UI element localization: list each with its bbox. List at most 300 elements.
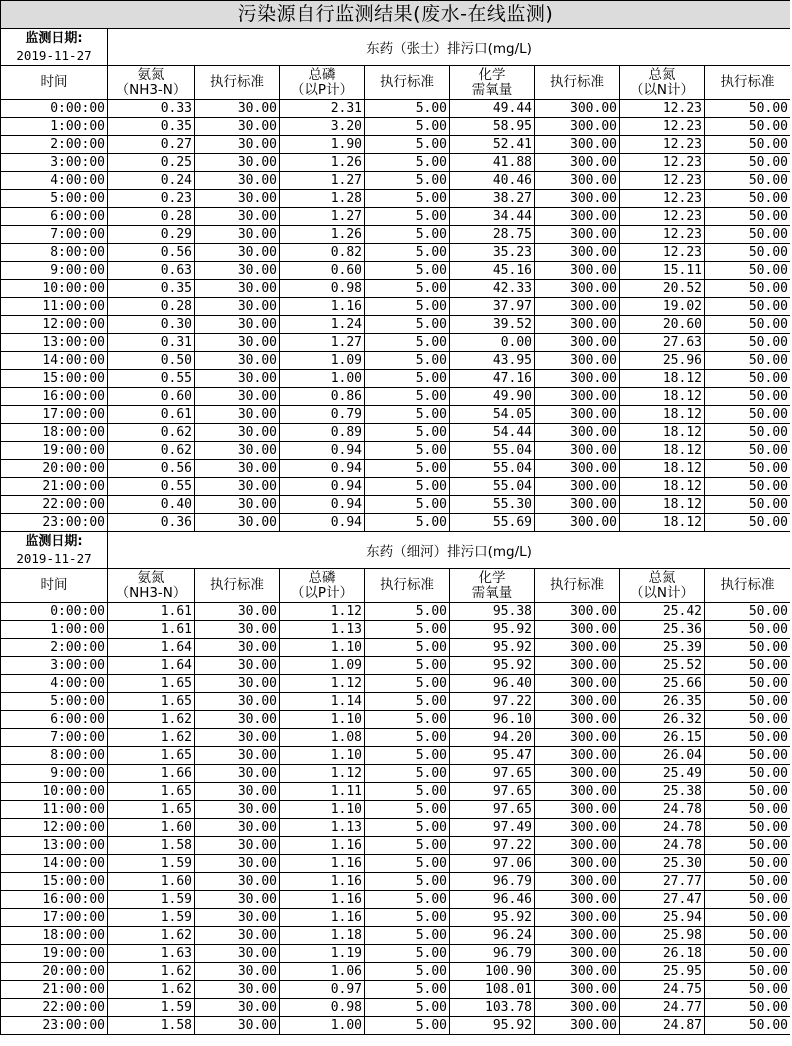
header-line: 时间	[40, 577, 68, 593]
date-value: 2019-11-27	[16, 48, 92, 63]
cell-ammonia-nitrogen: 1.58	[108, 837, 195, 855]
cell-ammonia-standard: 30.00	[195, 729, 280, 747]
table-row	[1, 244, 791, 262]
cell-cod: 41.88	[450, 154, 535, 172]
header-line: 执行标准	[380, 74, 434, 90]
header-time	[1, 66, 108, 100]
cell-total-phosphorus: 1.10	[280, 801, 365, 819]
cell-total-phosphorus: 1.18	[280, 927, 365, 945]
cell-nitrogen-standard: 50.00	[705, 460, 791, 478]
cell-time: 6:00:00	[1, 208, 108, 226]
cell-phosphorus-standard: 5.00	[365, 154, 450, 172]
table-row	[1, 370, 791, 388]
cell-total-phosphorus: 1.08	[280, 729, 365, 747]
cell-total-phosphorus: 0.98	[280, 280, 365, 298]
cell-total-phosphorus: 0.97	[280, 981, 365, 999]
cell-total-nitrogen: 24.78	[620, 801, 705, 819]
cell-nitrogen-standard: 50.00	[705, 801, 791, 819]
cell-cod: 95.92	[450, 1017, 535, 1035]
cell-time: 17:00:00	[1, 909, 108, 927]
cell-ammonia-nitrogen: 1.59	[108, 909, 195, 927]
column-header-row	[1, 569, 791, 603]
cell-total-nitrogen: 12.23	[620, 190, 705, 208]
cell-ammonia-nitrogen: 0.61	[108, 406, 195, 424]
cell-cod-standard: 300.00	[535, 873, 620, 891]
cell-cod-standard: 300.00	[535, 244, 620, 262]
cell-ammonia-standard: 30.00	[195, 352, 280, 370]
cell-ammonia-nitrogen: 1.61	[108, 603, 195, 621]
cell-cod-standard: 300.00	[535, 496, 620, 514]
cell-nitrogen-standard: 50.00	[705, 657, 791, 675]
cell-ammonia-standard: 30.00	[195, 172, 280, 190]
cell-cod-standard: 300.00	[535, 226, 620, 244]
cell-ammonia-standard: 30.00	[195, 1017, 280, 1035]
cell-nitrogen-standard: 50.00	[705, 298, 791, 316]
cell-time: 1:00:00	[1, 118, 108, 136]
cell-total-nitrogen: 25.95	[620, 963, 705, 981]
cell-total-nitrogen: 26.18	[620, 945, 705, 963]
cell-cod-standard: 300.00	[535, 783, 620, 801]
cell-ammonia-nitrogen: 0.55	[108, 370, 195, 388]
cell-total-phosphorus: 1.26	[280, 154, 365, 172]
cell-phosphorus-standard: 5.00	[365, 963, 450, 981]
cell-total-nitrogen: 25.39	[620, 639, 705, 657]
cell-ammonia-standard: 30.00	[195, 801, 280, 819]
cell-ammonia-standard: 30.00	[195, 316, 280, 334]
cell-total-nitrogen: 18.12	[620, 442, 705, 460]
cell-ammonia-standard: 30.00	[195, 945, 280, 963]
header-line: 需氧量	[471, 584, 513, 601]
cell-cod-standard: 300.00	[535, 837, 620, 855]
cell-nitrogen-standard: 50.00	[705, 963, 791, 981]
cell-total-nitrogen: 18.12	[620, 424, 705, 442]
cell-time: 23:00:00	[1, 514, 108, 532]
cell-total-nitrogen: 25.52	[620, 657, 705, 675]
header-line: 执行标准	[720, 577, 775, 593]
cell-nitrogen-standard: 50.00	[705, 621, 791, 639]
cell-cod-standard: 300.00	[535, 963, 620, 981]
cell-time: 21:00:00	[1, 981, 108, 999]
cell-phosphorus-standard: 5.00	[365, 298, 450, 316]
cell-cod-standard: 300.00	[535, 100, 620, 118]
cell-cod: 95.92	[450, 909, 535, 927]
cell-total-phosphorus: 1.90	[280, 136, 365, 154]
cell-total-phosphorus: 0.94	[280, 478, 365, 496]
cell-ammonia-standard: 30.00	[195, 370, 280, 388]
cell-ammonia-nitrogen: 0.24	[108, 172, 195, 190]
cell-ammonia-standard: 30.00	[195, 388, 280, 406]
table-row	[1, 801, 791, 819]
table-row	[1, 262, 791, 280]
cell-ammonia-standard: 30.00	[195, 711, 280, 729]
cell-nitrogen-standard: 50.00	[705, 1017, 791, 1035]
cell-total-phosphorus: 1.27	[280, 208, 365, 226]
cell-nitrogen-standard: 50.00	[705, 352, 791, 370]
cell-ammonia-standard: 30.00	[195, 873, 280, 891]
cell-cod: 100.90	[450, 963, 535, 981]
cell-nitrogen-standard: 50.00	[705, 244, 791, 262]
cell-ammonia-nitrogen: 1.59	[108, 891, 195, 909]
header-line: （NH3-N）	[115, 81, 187, 98]
cell-time: 15:00:00	[1, 370, 108, 388]
cell-total-nitrogen: 12.23	[620, 136, 705, 154]
cell-cod-standard: 300.00	[535, 729, 620, 747]
cell-phosphorus-standard: 5.00	[365, 909, 450, 927]
cell-ammonia-nitrogen: 0.56	[108, 244, 195, 262]
cell-nitrogen-standard: 50.00	[705, 478, 791, 496]
cell-cod-standard: 300.00	[535, 478, 620, 496]
cell-ammonia-standard: 30.00	[195, 837, 280, 855]
cell-ammonia-nitrogen: 1.62	[108, 963, 195, 981]
cell-nitrogen-standard: 50.00	[705, 765, 791, 783]
cell-ammonia-nitrogen: 0.35	[108, 118, 195, 136]
table-row	[1, 136, 791, 154]
table-row	[1, 837, 791, 855]
cell-time: 8:00:00	[1, 244, 108, 262]
cell-time: 0:00:00	[1, 603, 108, 621]
cell-total-nitrogen: 18.12	[620, 496, 705, 514]
cell-phosphorus-standard: 5.00	[365, 783, 450, 801]
cell-cod-standard: 300.00	[535, 945, 620, 963]
cell-cod-standard: 300.00	[535, 424, 620, 442]
cell-cod: 97.22	[450, 837, 535, 855]
header-line: 时间	[40, 74, 68, 90]
cell-cod-standard: 300.00	[535, 819, 620, 837]
cell-time: 11:00:00	[1, 801, 108, 819]
cell-ammonia-standard: 30.00	[195, 442, 280, 460]
column-header-row	[1, 66, 791, 100]
cell-time: 18:00:00	[1, 424, 108, 442]
cell-phosphorus-standard: 5.00	[365, 424, 450, 442]
cell-ammonia-nitrogen: 0.60	[108, 388, 195, 406]
cell-total-nitrogen: 24.87	[620, 1017, 705, 1035]
table-row	[1, 657, 791, 675]
header-ammonia-standard	[195, 66, 280, 100]
cell-total-phosphorus: 0.86	[280, 388, 365, 406]
cell-nitrogen-standard: 50.00	[705, 154, 791, 172]
cell-phosphorus-standard: 5.00	[365, 945, 450, 963]
header-line: 执行标准	[210, 577, 264, 593]
cell-total-phosphorus: 1.14	[280, 693, 365, 711]
cell-ammonia-standard: 30.00	[195, 226, 280, 244]
cell-total-phosphorus: 0.94	[280, 442, 365, 460]
cell-nitrogen-standard: 50.00	[705, 873, 791, 891]
cell-ammonia-nitrogen: 1.62	[108, 927, 195, 945]
cell-ammonia-nitrogen: 1.62	[108, 729, 195, 747]
table-row	[1, 190, 791, 208]
cell-cod-standard: 300.00	[535, 999, 620, 1017]
cell-time: 20:00:00	[1, 963, 108, 981]
cell-ammonia-standard: 30.00	[195, 298, 280, 316]
cell-total-phosphorus: 1.12	[280, 603, 365, 621]
monitoring-date	[1, 29, 108, 66]
cell-cod-standard: 300.00	[535, 280, 620, 298]
cell-phosphorus-standard: 5.00	[365, 388, 450, 406]
cell-total-phosphorus: 1.26	[280, 226, 365, 244]
header-time	[1, 569, 108, 603]
table-row	[1, 298, 791, 316]
cell-total-phosphorus: 1.19	[280, 945, 365, 963]
cell-phosphorus-standard: 5.00	[365, 478, 450, 496]
cell-cod: 97.06	[450, 855, 535, 873]
cell-total-nitrogen: 25.42	[620, 603, 705, 621]
cell-ammonia-nitrogen: 0.63	[108, 262, 195, 280]
header-ammonia-standard	[195, 569, 280, 603]
cell-cod: 96.79	[450, 873, 535, 891]
cell-ammonia-nitrogen: 0.25	[108, 154, 195, 172]
cell-ammonia-nitrogen: 0.30	[108, 316, 195, 334]
cell-total-phosphorus: 1.24	[280, 316, 365, 334]
table-row	[1, 621, 791, 639]
cell-time: 5:00:00	[1, 693, 108, 711]
table-row	[1, 118, 791, 136]
cell-ammonia-nitrogen: 0.35	[108, 280, 195, 298]
cell-nitrogen-standard: 50.00	[705, 280, 791, 298]
table-row	[1, 711, 791, 729]
cell-time: 9:00:00	[1, 765, 108, 783]
cell-time: 2:00:00	[1, 639, 108, 657]
table-row	[1, 729, 791, 747]
cell-time: 19:00:00	[1, 945, 108, 963]
header-line: 氨氮	[137, 66, 165, 83]
cell-time: 6:00:00	[1, 711, 108, 729]
cell-cod: 49.90	[450, 388, 535, 406]
cell-ammonia-nitrogen: 1.61	[108, 621, 195, 639]
cell-ammonia-nitrogen: 1.65	[108, 675, 195, 693]
header-line: 执行标准	[380, 577, 434, 593]
cell-ammonia-nitrogen: 1.60	[108, 819, 195, 837]
cell-phosphorus-standard: 5.00	[365, 280, 450, 298]
cell-total-nitrogen: 25.30	[620, 855, 705, 873]
cell-cod: 94.20	[450, 729, 535, 747]
cell-phosphorus-standard: 5.00	[365, 514, 450, 532]
header-line: 执行标准	[720, 74, 775, 90]
cell-phosphorus-standard: 5.00	[365, 765, 450, 783]
cell-ammonia-standard: 30.00	[195, 118, 280, 136]
cell-phosphorus-standard: 5.00	[365, 693, 450, 711]
cell-time: 7:00:00	[1, 729, 108, 747]
cell-total-phosphorus: 1.06	[280, 963, 365, 981]
cell-total-phosphorus: 0.60	[280, 262, 365, 280]
cell-nitrogen-standard: 50.00	[705, 729, 791, 747]
cell-cod: 54.44	[450, 424, 535, 442]
cell-total-nitrogen: 20.52	[620, 280, 705, 298]
cell-ammonia-nitrogen: 1.62	[108, 981, 195, 999]
cell-cod: 35.23	[450, 244, 535, 262]
header-line: 执行标准	[210, 74, 264, 90]
cell-cod: 55.30	[450, 496, 535, 514]
cell-ammonia-nitrogen: 1.58	[108, 1017, 195, 1035]
station-name: 东药（细河）排污口(mg/L)	[108, 532, 791, 569]
header-line: 化学	[478, 569, 506, 586]
cell-total-phosphorus: 1.09	[280, 352, 365, 370]
cell-cod-standard: 300.00	[535, 621, 620, 639]
header-line: 执行标准	[550, 74, 604, 90]
cell-ammonia-nitrogen: 1.59	[108, 855, 195, 873]
cell-phosphorus-standard: 5.00	[365, 621, 450, 639]
cell-total-phosphorus: 1.10	[280, 747, 365, 765]
cell-ammonia-nitrogen: 1.63	[108, 945, 195, 963]
header-line: 总氮	[648, 66, 676, 83]
header-total-nitrogen	[620, 569, 705, 603]
header-line: 执行标准	[550, 577, 604, 593]
cell-ammonia-standard: 30.00	[195, 424, 280, 442]
cell-total-phosphorus: 1.27	[280, 172, 365, 190]
cell-ammonia-nitrogen: 1.64	[108, 639, 195, 657]
cell-ammonia-nitrogen: 0.28	[108, 208, 195, 226]
cell-phosphorus-standard: 5.00	[365, 334, 450, 352]
cell-total-nitrogen: 25.96	[620, 352, 705, 370]
cell-total-phosphorus: 1.10	[280, 639, 365, 657]
cell-total-nitrogen: 27.77	[620, 873, 705, 891]
table-row	[1, 963, 791, 981]
cell-nitrogen-standard: 50.00	[705, 118, 791, 136]
cell-total-phosphorus: 1.27	[280, 334, 365, 352]
cell-phosphorus-standard: 5.00	[365, 190, 450, 208]
cell-total-phosphorus: 0.79	[280, 406, 365, 424]
cell-phosphorus-standard: 5.00	[365, 262, 450, 280]
cell-cod: 95.92	[450, 657, 535, 675]
station-row	[1, 29, 791, 66]
cell-cod: 96.46	[450, 891, 535, 909]
header-cod-standard	[535, 66, 620, 100]
cell-total-nitrogen: 26.32	[620, 711, 705, 729]
cell-cod-standard: 300.00	[535, 675, 620, 693]
cell-time: 9:00:00	[1, 262, 108, 280]
cell-time: 22:00:00	[1, 999, 108, 1017]
cell-ammonia-standard: 30.00	[195, 460, 280, 478]
date-value: 2019-11-27	[16, 551, 92, 566]
cell-total-nitrogen: 12.23	[620, 172, 705, 190]
cell-cod: 28.75	[450, 226, 535, 244]
cell-nitrogen-standard: 50.00	[705, 496, 791, 514]
table-row	[1, 747, 791, 765]
cell-cod-standard: 300.00	[535, 909, 620, 927]
cell-nitrogen-standard: 50.00	[705, 891, 791, 909]
cell-nitrogen-standard: 50.00	[705, 927, 791, 945]
cell-nitrogen-standard: 50.00	[705, 999, 791, 1017]
header-nitrogen-standard	[705, 569, 791, 603]
cell-total-phosphorus: 0.94	[280, 460, 365, 478]
cell-cod: 96.79	[450, 945, 535, 963]
cell-cod: 97.22	[450, 693, 535, 711]
table-row	[1, 873, 791, 891]
cell-time: 18:00:00	[1, 927, 108, 945]
cell-nitrogen-standard: 50.00	[705, 388, 791, 406]
cell-ammonia-standard: 30.00	[195, 154, 280, 172]
cell-time: 1:00:00	[1, 621, 108, 639]
cell-cod: 95.47	[450, 747, 535, 765]
cell-ammonia-standard: 30.00	[195, 136, 280, 154]
cell-time: 12:00:00	[1, 819, 108, 837]
cell-total-nitrogen: 18.12	[620, 514, 705, 532]
cell-phosphorus-standard: 5.00	[365, 927, 450, 945]
cell-ammonia-standard: 30.00	[195, 747, 280, 765]
cell-ammonia-standard: 30.00	[195, 406, 280, 424]
cell-total-phosphorus: 1.16	[280, 298, 365, 316]
cell-nitrogen-standard: 50.00	[705, 136, 791, 154]
report-title: 污染源自行监测结果(废水-在线监测)	[1, 1, 791, 29]
cell-total-phosphorus: 1.00	[280, 1017, 365, 1035]
table-row	[1, 783, 791, 801]
cell-cod: 39.52	[450, 316, 535, 334]
header-line: （以N计）	[629, 584, 695, 601]
cell-nitrogen-standard: 50.00	[705, 945, 791, 963]
header-line: 氨氮	[137, 569, 165, 586]
cell-ammonia-nitrogen: 0.62	[108, 424, 195, 442]
cell-total-nitrogen: 25.98	[620, 927, 705, 945]
cell-ammonia-standard: 30.00	[195, 244, 280, 262]
cell-nitrogen-standard: 50.00	[705, 172, 791, 190]
cell-ammonia-standard: 30.00	[195, 478, 280, 496]
table-row	[1, 172, 791, 190]
cell-total-nitrogen: 25.38	[620, 783, 705, 801]
cell-total-nitrogen: 18.12	[620, 388, 705, 406]
table-row	[1, 909, 791, 927]
cell-cod: 96.10	[450, 711, 535, 729]
cell-ammonia-standard: 30.00	[195, 496, 280, 514]
cell-nitrogen-standard: 50.00	[705, 783, 791, 801]
table-row	[1, 478, 791, 496]
table-row	[1, 154, 791, 172]
cell-total-nitrogen: 24.75	[620, 981, 705, 999]
station-name: 东药（张士）排污口(mg/L)	[108, 29, 791, 66]
cell-cod: 45.16	[450, 262, 535, 280]
cell-total-phosphorus: 1.11	[280, 783, 365, 801]
cell-total-phosphorus: 1.09	[280, 657, 365, 675]
cell-nitrogen-standard: 50.00	[705, 514, 791, 532]
cell-total-nitrogen: 25.66	[620, 675, 705, 693]
cell-ammonia-standard: 30.00	[195, 262, 280, 280]
cell-cod: 103.78	[450, 999, 535, 1017]
cell-total-nitrogen: 12.23	[620, 100, 705, 118]
cell-nitrogen-standard: 50.00	[705, 442, 791, 460]
cell-ammonia-nitrogen: 0.27	[108, 136, 195, 154]
header-ammonia-nitrogen	[108, 569, 195, 603]
cell-ammonia-nitrogen: 1.65	[108, 801, 195, 819]
cell-total-phosphorus: 0.89	[280, 424, 365, 442]
cell-phosphorus-standard: 5.00	[365, 711, 450, 729]
cell-phosphorus-standard: 5.00	[365, 352, 450, 370]
cell-total-phosphorus: 2.31	[280, 100, 365, 118]
header-total-phosphorus	[280, 66, 365, 100]
cell-cod: 55.04	[450, 442, 535, 460]
header-line: （NH3-N）	[115, 584, 187, 601]
cell-nitrogen-standard: 50.00	[705, 334, 791, 352]
table-row	[1, 927, 791, 945]
cell-phosphorus-standard: 5.00	[365, 801, 450, 819]
cell-ammonia-standard: 30.00	[195, 514, 280, 532]
cell-total-nitrogen: 15.11	[620, 262, 705, 280]
cell-time: 10:00:00	[1, 280, 108, 298]
cell-ammonia-standard: 30.00	[195, 693, 280, 711]
cell-cod-standard: 300.00	[535, 801, 620, 819]
cell-ammonia-nitrogen: 1.66	[108, 765, 195, 783]
table-row	[1, 496, 791, 514]
cell-nitrogen-standard: 50.00	[705, 316, 791, 334]
cell-time: 3:00:00	[1, 154, 108, 172]
table-row	[1, 226, 791, 244]
cell-phosphorus-standard: 5.00	[365, 136, 450, 154]
cell-phosphorus-standard: 5.00	[365, 999, 450, 1017]
cell-total-phosphorus: 1.13	[280, 621, 365, 639]
cell-total-nitrogen: 24.78	[620, 819, 705, 837]
table-row	[1, 891, 791, 909]
header-cod	[450, 66, 535, 100]
cell-cod-standard: 300.00	[535, 208, 620, 226]
header-line: （以P计）	[290, 584, 354, 601]
cell-ammonia-standard: 30.00	[195, 334, 280, 352]
